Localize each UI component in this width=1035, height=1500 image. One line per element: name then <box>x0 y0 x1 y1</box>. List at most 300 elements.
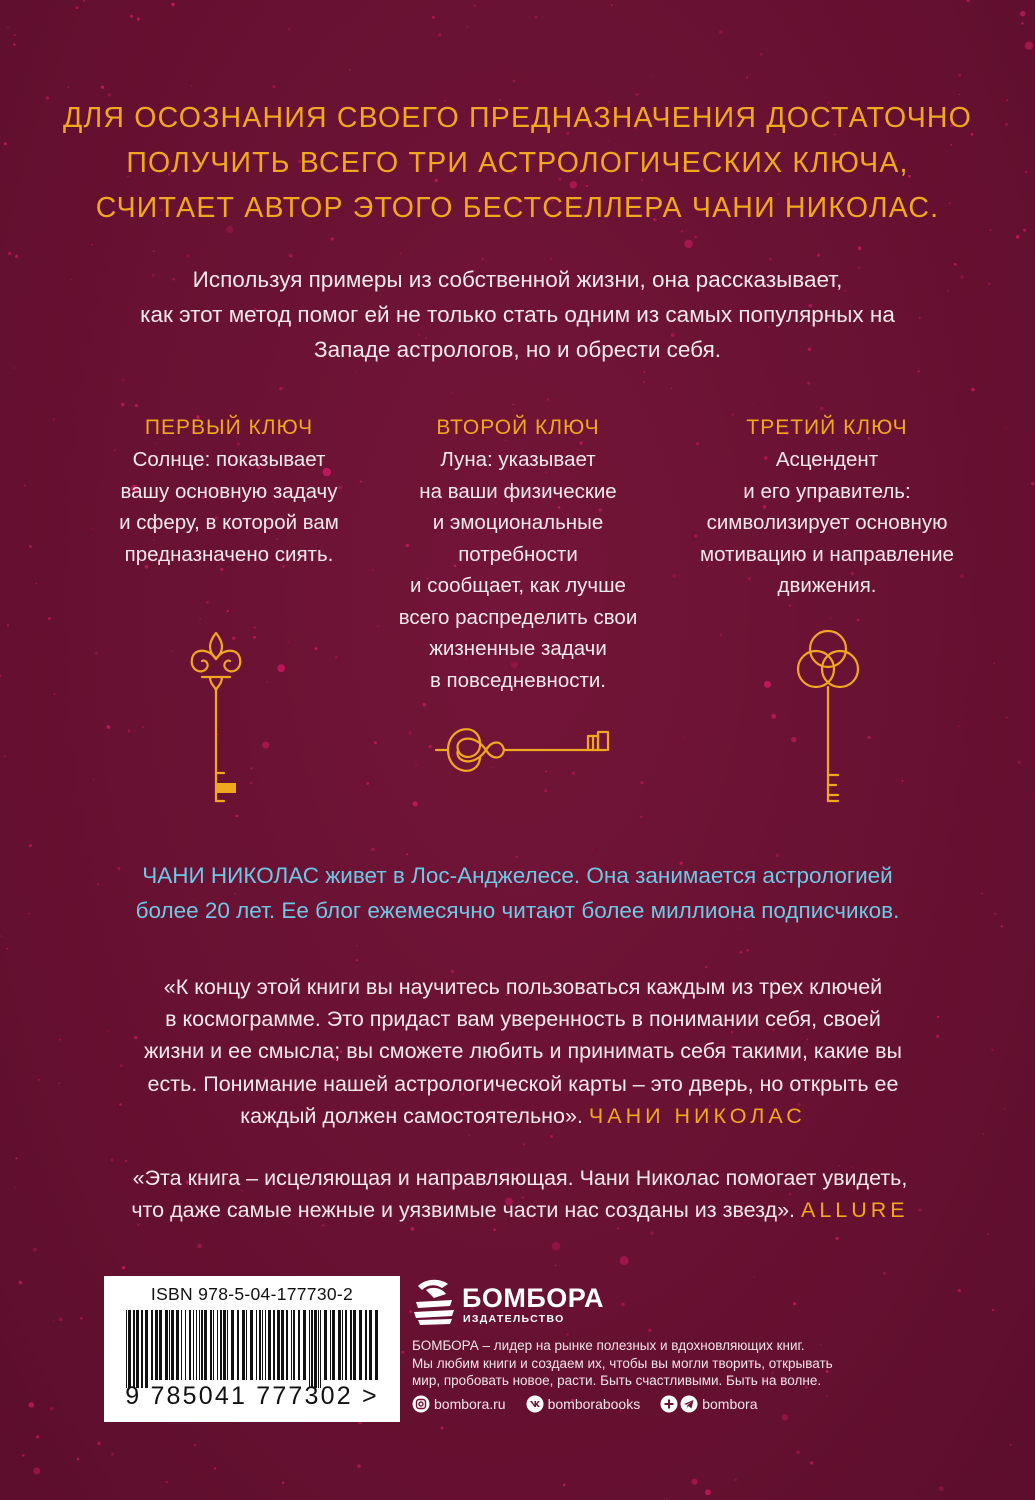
barcode-bar <box>330 1310 331 1380</box>
third-key-column <box>672 414 982 602</box>
social-label: bombora.ru <box>434 1396 506 1412</box>
barcode-bar <box>250 1310 253 1380</box>
star-dot <box>15 1187 16 1188</box>
star-dot <box>550 257 553 260</box>
star-dot <box>764 681 771 688</box>
star-dot <box>1023 229 1026 232</box>
barcode-bar <box>256 1310 257 1380</box>
plus-icon <box>660 1395 678 1413</box>
intro-line: Используя примеры из собственной жизни, она рассказывает, <box>192 267 843 292</box>
star-dot <box>97 1442 100 1445</box>
star-dot <box>282 1482 284 1484</box>
instagram-icon <box>412 1395 430 1413</box>
star-dot <box>648 1329 652 1333</box>
first-key-column <box>84 414 374 570</box>
star-dot <box>24 484 26 486</box>
star-dot <box>272 85 275 88</box>
star-dot <box>277 664 285 672</box>
barcode-bar <box>151 1310 153 1380</box>
key-description <box>378 444 658 696</box>
star-dot <box>107 725 111 729</box>
star-dot <box>7 948 9 950</box>
star-dot <box>36 1435 39 1438</box>
publisher-line: мир, пробовать новое, расти. Быть счастливыми. Быть на волне. <box>412 1373 822 1389</box>
star-dot <box>288 641 289 642</box>
star-dot <box>988 283 990 285</box>
star-dot <box>135 404 138 407</box>
key-line: движения. <box>777 574 877 597</box>
barcode-bar <box>159 1310 162 1380</box>
star-dot <box>76 6 79 9</box>
barcode-bar <box>145 1310 148 1388</box>
quote-signature: ЧАНИ НИКОЛАС <box>588 1103 806 1128</box>
barcode-bar <box>201 1310 203 1380</box>
star-dot <box>1001 925 1003 927</box>
key-line: всего распределить свои <box>398 605 638 629</box>
key-line: потребности <box>458 542 578 566</box>
star-dot <box>473 4 476 7</box>
star-dot <box>262 742 269 749</box>
star-dot <box>989 229 991 231</box>
barcode-bar <box>231 1310 234 1380</box>
star-dot <box>694 236 697 239</box>
star-dot <box>769 258 772 261</box>
star-dot <box>19 1281 23 1285</box>
barcode-bar <box>318 1310 319 1388</box>
key-line: вашу основную задачу <box>120 479 338 503</box>
quote-signature: ALLURE <box>800 1198 909 1223</box>
star-dot <box>544 789 547 792</box>
barcode-bar <box>262 1310 263 1380</box>
star-dot <box>620 1256 629 1265</box>
star-dot <box>451 392 452 393</box>
barcode-bar <box>365 1310 367 1380</box>
star-dot <box>1006 99 1008 101</box>
star-dot <box>214 1467 216 1469</box>
star-dot <box>958 74 961 77</box>
star-dot <box>59 1083 61 1085</box>
star-dot <box>7 27 9 29</box>
star-dot <box>4 755 6 757</box>
star-dot <box>357 1464 360 1467</box>
star-dot <box>789 604 792 607</box>
barcode-bar <box>291 1310 292 1380</box>
star-dot <box>684 240 693 249</box>
social-link-telegram[interactable] <box>660 1395 757 1413</box>
star-dot <box>939 1486 944 1491</box>
star-dot <box>36 583 38 585</box>
barcode-bar <box>324 1310 327 1380</box>
intro-paragraph <box>70 262 965 367</box>
barcode-bar <box>199 1310 200 1380</box>
ean-digits: 9 785041 777302 > <box>125 1382 379 1410</box>
star-dot <box>54 693 56 695</box>
star-dot <box>830 617 831 618</box>
author-quote <box>88 971 958 1132</box>
star-dot <box>740 951 743 954</box>
star-dot <box>817 254 820 257</box>
barcode-bar <box>128 1310 131 1388</box>
star-dot <box>994 913 996 915</box>
quote-line: «К концу этой книги вы научитесь пользоваться каждым из трех ключей <box>163 975 883 999</box>
star-dot <box>15 255 18 258</box>
star-dot <box>534 15 537 18</box>
barcode-bar <box>126 1310 127 1388</box>
star-dot <box>130 15 133 18</box>
star-dot <box>445 968 446 969</box>
star-dot <box>122 1266 125 1269</box>
social-link-vk[interactable] <box>526 1395 641 1413</box>
quote-line: что даже самые нежные и уязвимые части нас созданы из звезд». <box>131 1198 801 1223</box>
key-line: жизненные задачи <box>429 637 607 660</box>
barcode-bar <box>273 1310 275 1380</box>
barcode-bar <box>181 1310 182 1380</box>
author-bio <box>60 858 975 928</box>
star-dot <box>29 545 32 548</box>
key-line: мотивацию и направление <box>700 542 954 566</box>
barcode-bar <box>155 1310 158 1380</box>
knot-key-icon <box>428 712 618 782</box>
barcode-bar <box>242 1310 245 1380</box>
star-dot <box>423 703 427 707</box>
quote-line: в космограмме. Это придаст вам уверенность в понимании себя, своей <box>165 1007 881 1032</box>
star-dot <box>83 0 85 2</box>
star-dot <box>705 966 707 968</box>
barcode-bar <box>133 1310 135 1388</box>
star-dot <box>28 913 30 915</box>
star-dot <box>356 371 358 373</box>
star-dot <box>13 44 15 46</box>
star-dot <box>592 849 593 850</box>
star-dot <box>48 617 51 620</box>
star-dot <box>1025 171 1027 173</box>
barcode-bar <box>227 1310 228 1380</box>
barcode-bar <box>369 1310 372 1380</box>
social-label: bombora <box>702 1396 758 1412</box>
star-dot <box>563 1484 566 1487</box>
star-dot <box>746 77 748 79</box>
barcode-bar <box>303 1310 306 1380</box>
star-dot <box>771 714 776 719</box>
key-line: и эмоциональные <box>432 511 604 534</box>
star-dot <box>993 663 995 665</box>
barcode-bar <box>217 1310 218 1380</box>
star-dot <box>753 1276 754 1277</box>
key-line: предназначено сиять. <box>124 542 334 566</box>
star-dot <box>371 848 374 851</box>
star-dot <box>640 781 643 784</box>
star-dot <box>820 407 824 411</box>
headline <box>60 96 975 231</box>
star-dot <box>1018 761 1021 764</box>
barcode-bar <box>265 1310 266 1380</box>
star-dot <box>101 86 104 89</box>
star-dot <box>1021 22 1023 24</box>
star-dot <box>966 0 970 2</box>
star-dot <box>719 30 723 34</box>
key-title: ПЕРВЫЙ КЛЮЧ <box>144 416 314 439</box>
star-dot <box>1006 428 1007 429</box>
star-dot <box>858 246 862 250</box>
headline-line: СЧИТАЕТ АВТОР ЭТОГО БЕСТСЕЛЛЕРА ЧАНИ НИКОЛАС. <box>95 192 940 224</box>
star-dot <box>128 729 131 732</box>
barcode-bar <box>286 1310 288 1380</box>
key-line: символизирует основную <box>706 511 948 534</box>
intro-line: Западе астрологов, но и обрести себя. <box>313 337 722 362</box>
star-dot <box>142 726 144 728</box>
star-dot <box>411 1227 415 1231</box>
star-dot <box>121 403 125 407</box>
star-dot <box>438 33 441 36</box>
headline-line: ПОЛУЧИТЬ ВСЕГО ТРИ АСТРОЛОГИЧЕСКИХ КЛЮЧА, <box>126 147 909 179</box>
star-dot <box>810 1461 813 1464</box>
star-dot <box>1005 123 1008 126</box>
barcode-bar <box>220 1310 222 1380</box>
star-dot <box>1025 42 1033 50</box>
star-dot <box>8 252 11 255</box>
bio-text: живет в Лос-Анджелесе. Она занимается астрологией <box>318 863 893 888</box>
author-name: ЧАНИ НИКОЛАС <box>142 863 319 888</box>
star-dot <box>46 96 50 100</box>
star-dot <box>15 1157 17 1159</box>
star-dot <box>643 381 645 383</box>
star-dot <box>734 1478 737 1481</box>
star-dot <box>958 1289 961 1292</box>
barcode-bar <box>196 1310 197 1380</box>
barcode-bar <box>268 1310 271 1380</box>
barcode-bar <box>320 1310 321 1388</box>
star-dot <box>314 647 317 650</box>
star-dot <box>958 726 959 727</box>
star-dot <box>992 1309 995 1312</box>
barcode-bar <box>136 1310 139 1388</box>
star-dot <box>253 636 256 639</box>
star-dot <box>199 618 200 619</box>
vk-icon <box>526 1395 544 1413</box>
star-dot <box>7 624 10 627</box>
publisher-name: БОМБОРА <box>462 1283 604 1313</box>
star-dot <box>782 1414 788 1420</box>
key-line: и его управитель: <box>743 479 911 503</box>
star-dot <box>1004 1108 1006 1110</box>
fleur-key-icon <box>180 625 252 815</box>
barcode-bar <box>237 1310 239 1380</box>
star-dot <box>266 681 268 683</box>
star-dot <box>776 853 780 857</box>
star-dot <box>983 1134 984 1135</box>
star-dot <box>206 601 209 604</box>
barcode-bar <box>293 1310 295 1380</box>
star-dot <box>14 34 16 36</box>
star-dot <box>59 1039 61 1041</box>
star-dot <box>987 1234 988 1235</box>
star-dot <box>644 371 646 373</box>
star-dot <box>466 26 468 28</box>
star-dot <box>826 1395 828 1397</box>
quote-line: есть. Понимание нашей астрологической карты – это дверь, но открыть ее <box>147 1071 899 1096</box>
telegram-icon <box>680 1395 698 1413</box>
star-dot <box>493 1229 496 1232</box>
star-dot <box>760 53 763 56</box>
social-links <box>412 1395 777 1413</box>
barcode-bar <box>171 1310 174 1380</box>
barcode-bar <box>353 1310 356 1380</box>
star-dot <box>796 1450 800 1454</box>
barcode-bar <box>314 1310 317 1388</box>
star-dot <box>523 1143 525 1145</box>
barcode-bar <box>210 1310 212 1380</box>
barcode <box>104 1276 400 1422</box>
star-dot <box>481 257 484 260</box>
quote-line: каждый должен самостоятельно». <box>240 1103 589 1128</box>
star-dot <box>53 418 55 420</box>
star-dot <box>335 656 337 658</box>
publisher-line: Мы любим книги и создаем их, чтобы вы могли творить, открывать <box>412 1355 833 1371</box>
barcode-bar <box>338 1310 341 1380</box>
key-line: и сферу, в которой вам <box>119 511 339 534</box>
star-dot <box>683 736 684 737</box>
star-dot <box>432 16 435 19</box>
barcode-bar <box>189 1310 191 1380</box>
star-dot <box>227 610 229 612</box>
second-key-column <box>378 414 658 696</box>
star-dot <box>95 652 98 655</box>
star-dot <box>651 75 652 76</box>
star-dot <box>859 252 860 253</box>
key-line: Асцендент <box>775 448 879 471</box>
star-dot <box>469 1135 470 1136</box>
key-line: Луна: указывает <box>440 448 596 471</box>
star-dot <box>408 731 411 734</box>
barcode-bar <box>375 1310 378 1380</box>
barcode-bar <box>281 1310 284 1380</box>
star-dot <box>836 1237 839 1240</box>
star-dot <box>67 86 69 88</box>
quote-line: «Эта книга – исцеляющая и направляющая. Чани Николас помогает увидеть, <box>132 1166 908 1190</box>
star-dot <box>356 959 358 961</box>
key-title: ТРЕТИЙ КЛЮЧ <box>746 416 908 439</box>
star-dot <box>1010 1444 1011 1445</box>
intro-line: как этот метод помог ей не только стать одним из самых популярных на <box>140 302 895 327</box>
star-dot <box>137 18 140 21</box>
star-dot <box>513 80 515 82</box>
star-dot <box>288 28 290 30</box>
publisher-line: БОМБОРА – лидер на рынке полезных и вдохновляющих книг. <box>412 1338 805 1353</box>
star-dot <box>53 1321 55 1323</box>
star-dot <box>171 650 173 652</box>
barcode-bar <box>193 1310 194 1380</box>
star-dot <box>77 1458 80 1461</box>
key-line: в повседневности. <box>429 668 607 692</box>
star-dot <box>50 1407 54 1411</box>
headline-line: ДЛЯ ОСОЗНАНИЯ СВОЕГО ПРЕДНАЗНАЧЕНИЯ ДОСТАТОЧНО <box>62 102 973 134</box>
circles-key-icon <box>788 625 868 815</box>
star-dot <box>883 1272 886 1275</box>
star-dot <box>374 741 377 744</box>
barcode-bar <box>246 1310 247 1380</box>
star-dot <box>289 254 293 258</box>
barcode-bar <box>359 1310 362 1380</box>
star-dot <box>254 627 256 629</box>
barcode-bar <box>259 1310 261 1380</box>
star-dot <box>4 142 7 145</box>
star-dot <box>153 250 155 252</box>
social-label: bomborabooks <box>547 1396 641 1412</box>
star-dot <box>122 379 124 381</box>
star-dot <box>917 370 919 372</box>
star-dot <box>621 1303 624 1306</box>
star-dot <box>29 1402 35 1408</box>
barcode-bar <box>345 1310 347 1380</box>
star-dot <box>747 949 749 951</box>
star-dot <box>550 1135 553 1138</box>
social-link-instagram[interactable] <box>412 1395 506 1413</box>
star-dot <box>981 893 983 895</box>
star-dot <box>330 237 334 241</box>
barcode-bars <box>112 1310 392 1388</box>
star-dot <box>91 244 93 246</box>
star-dot <box>191 85 193 87</box>
star-dot <box>807 382 810 385</box>
star-dot <box>555 1265 557 1267</box>
star-dot <box>959 94 960 95</box>
barcode-bar <box>309 1310 310 1388</box>
star-dot <box>1020 11 1026 17</box>
star-dot <box>93 779 95 781</box>
barcode-bar <box>165 1310 168 1380</box>
key-description <box>84 444 374 570</box>
star-dot <box>33 1248 37 1252</box>
star-dot <box>29 844 32 847</box>
star-dot <box>38 1079 40 1081</box>
star-dot <box>547 398 549 400</box>
star-dot <box>406 853 408 855</box>
star-dot <box>1016 235 1020 239</box>
star-dot <box>650 1231 654 1235</box>
star-dot <box>13 367 15 369</box>
star-dot <box>33 1467 40 1474</box>
star-dot <box>692 1479 698 1485</box>
barcode-bar <box>342 1310 343 1380</box>
star-dot <box>80 1317 83 1320</box>
star-dot <box>111 1452 114 1455</box>
star-dot <box>349 69 351 71</box>
bio-text: более 20 лет. Ее блог ежемесячно читают более миллиона подписчиков. <box>135 898 900 923</box>
star-dot <box>22 1454 24 1456</box>
star-dot <box>413 801 418 806</box>
star-dot <box>566 1333 568 1335</box>
star-dot <box>166 1481 168 1483</box>
barcode-bar <box>332 1310 335 1380</box>
star-dot <box>705 1489 711 1495</box>
star-dot <box>415 764 417 766</box>
barcode-bar <box>176 1310 179 1380</box>
star-dot <box>197 1244 202 1249</box>
star-dot <box>171 3 174 6</box>
key-line: на ваши физические <box>419 479 617 503</box>
quote-line: жизни и ее смысла; вы сможете любить и принимать себя такими, какие вы <box>144 1039 902 1064</box>
star-dot <box>401 1351 404 1354</box>
star-dot <box>1006 717 1007 718</box>
star-dot <box>279 387 283 391</box>
star-dot <box>857 619 860 622</box>
barcode-bar <box>277 1310 280 1380</box>
star-dot <box>441 1427 444 1430</box>
isbn-text: ISBN 978-5-04-177730-2 <box>150 1284 354 1304</box>
star-dot <box>611 4 613 6</box>
star-dot <box>0 935 1 936</box>
star-dot <box>0 674 2 677</box>
